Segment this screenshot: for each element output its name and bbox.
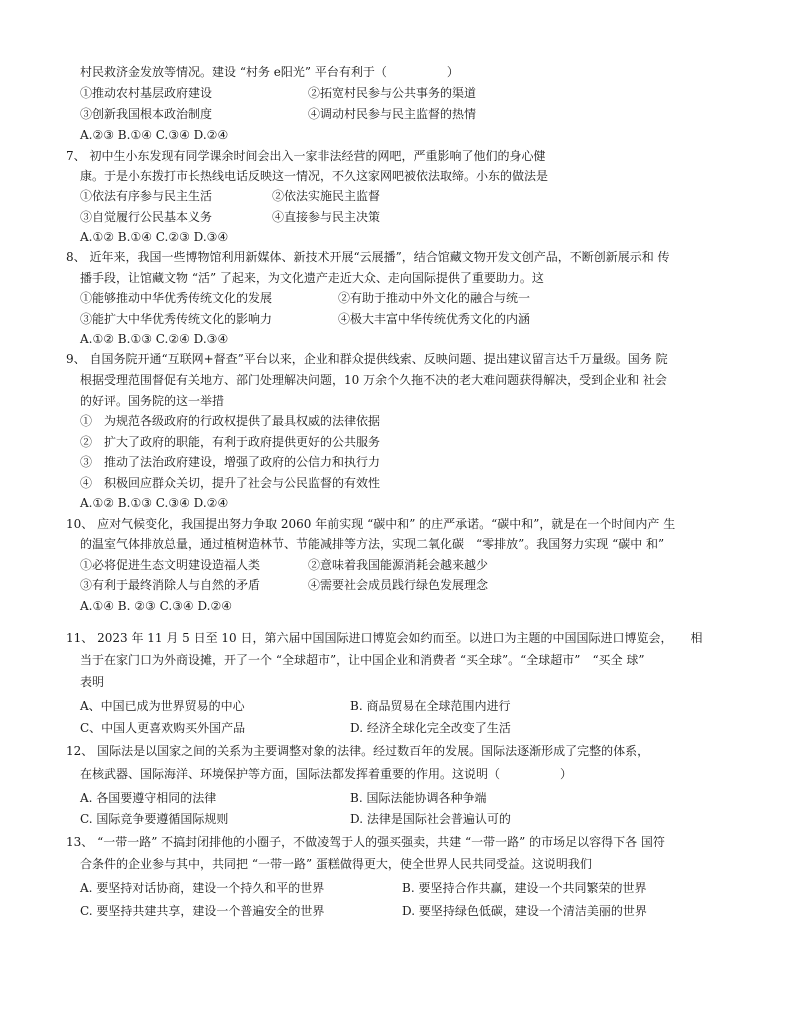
q7-option-4: ④直接参与民主决策 — [272, 210, 381, 224]
q10-option-4: ④需要社会成员践行绿色发展理念 — [308, 578, 489, 592]
q7-stem-line-2: 康。于是小东拨打市长热线电话反映这一情况，不久这家网吧被依法取缔。小东的做法是 — [80, 169, 549, 183]
q8-stem-line-2: 播手段，让馆藏文物 “活” 了起来，为文化遗产走近大众、走向国际提供了重要助力。这 — [80, 271, 544, 285]
q6-option-4: ④调动村民参与民主监督的热情 — [308, 107, 477, 121]
q8-option-1: ①能够推动中华优秀传统文化的发展 — [80, 291, 273, 305]
q13-stem-line-2: 合条件的企业参与其中，共同把 “一带一路” 蛋糕做得更大，使全世界人民共同受益。这说明我们 — [80, 857, 592, 871]
q10-option-2: ②意味着我国能源消耗会越来越少 — [308, 558, 489, 572]
q9-stem-line-3: 的好评。国务院的这一举措 — [80, 394, 225, 408]
q7-answer-choices: A.①② B.①④ C.②③ D.③④ — [80, 230, 229, 244]
q8-option-2: ②有助于推动中外文化的融合与统一 — [338, 291, 531, 305]
q11-option-d: D. 经济全球化完全改变了生活 — [350, 721, 511, 735]
q10-option-3: ③有利于最终消除人与自然的矛盾 — [80, 578, 261, 592]
q9-answer-choices: A.①② B.①③ C.③④ D.②④ — [80, 496, 229, 510]
q9-option-2: ② 扩大了政府的职能，有利于政府提供更好的公共服务 — [80, 435, 381, 449]
q8-option-4: ④极大丰富中华传统优秀文化的内涵 — [338, 312, 531, 326]
q10-option-1: ①必将促进生态文明建设造福人类 — [80, 558, 261, 572]
q11-option-a: A、中国已成为世界贸易的中心 — [80, 699, 245, 713]
q13-option-a: A. 要坚持对话协商，建设一个持久和平的世界 — [80, 881, 325, 895]
q6-stem-continuation: 村民救济金发放等情况。建设 “村务 e阳光” 平台有利于（ ） — [80, 65, 459, 79]
q6-answer-choices: A.②③ B.①④ C.③④ D.②④ — [80, 128, 229, 142]
q6-option-1: ①推动农村基层政府建设 — [80, 86, 213, 100]
q12-option-b: B. 国际法能协调各种争端 — [350, 791, 487, 805]
q12-option-d: D. 法律是国际社会普遍认可的 — [350, 812, 511, 826]
q7-option-1: ①依法有序参与民主生活 — [80, 189, 213, 203]
q9-stem-line-2: 根据受理范围督促有关地方、部门处理解决问题，10 万余个久拖不决的老大难问题获得解决，受到企业和 社会 — [80, 373, 667, 387]
q13-stem-line-1: 13、 “一带一路” 不搞封闭排他的小圈子，不做凌驾于人的强买强卖，共建 “一带一路” 的市场足以容得下各 国符 — [66, 835, 665, 849]
q13-option-b: B. 要坚持合作共赢，建设一个共同繁荣的世界 — [402, 881, 647, 895]
q11-stem-line-2: 当于在家门口为外商设摊，开了一个 “全球超市”，让中国企业和消费者 “买全球”。“全球超市” “买全 球” — [80, 653, 645, 667]
q6-option-2: ②拓宽村民参与公共事务的渠道 — [308, 86, 477, 100]
q8-answer-choices: A.①② B.①③ C.②④ D.③④ — [80, 332, 229, 346]
q11-stem-line-3: 表明 — [80, 675, 105, 689]
q12-option-c: C. 国际竞争要遵循国际规则 — [80, 812, 229, 826]
q7-option-2: ②依法实施民主监督 — [272, 189, 381, 203]
q12-stem-line-1: 12、 国际法是以国家之间的关系为主要调整对象的法律。经过数百年的发展。国际法逐渐形成了完整的体系， — [66, 744, 650, 758]
q10-stem-line-1: 10、 应对气候变化，我国提出努力争取 2060 年前实现 “碳中和” 的庄严承诺。“碳中和”，就是在一个时间内产 生 — [66, 517, 676, 531]
q8-option-3: ③能扩大中华优秀传统文化的影响力 — [80, 312, 273, 326]
q10-stem-line-2: 的温室气体排放总量，通过植树造林节、节能减排等方法，实现二氧化碳 “零排放”。我国努力实现 “碳中 和” — [80, 537, 665, 551]
q10-answer-choices: A.①④ B. ②③ C.③④ D.②④ — [80, 599, 233, 613]
q11-option-c: C、中国人更喜欢购买外国产品 — [80, 721, 246, 735]
q6-option-3: ③创新我国根本政治制度 — [80, 107, 213, 121]
q7-stem-line-1: 7、 初中生小东发现有同学课余时间会出入一家非法经营的网吧，严重影响了他们的身心健 — [66, 149, 546, 163]
q13-option-d: D. 要坚持绿色低碳，建设一个清洁美丽的世界 — [402, 904, 647, 918]
q9-option-3: ③ 推动了法治政府建设，增强了政府的公信力和执行力 — [80, 455, 381, 469]
q7-option-3: ③自觉履行公民基本义务 — [80, 210, 213, 224]
q11-option-b: B. 商品贸易在全球范围内进行 — [350, 699, 511, 713]
q9-option-1: ① 为规范各级政府的行政权提供了最具权威的法律依据 — [80, 414, 381, 428]
q9-option-4: ④ 积极回应群众关切，提升了社会与公民监督的有效性 — [80, 476, 381, 490]
q12-stem-line-2: 在核武器、国际海洋、环境保护等方面，国际法都发挥着重要的作用。这说明（ ） — [80, 767, 573, 781]
q9-stem-line-1: 9、 自国务院开通“互联网+督查”平台以来，企业和群众提供线索、反映问题、提出建议留言达千万量级。国务 院 — [66, 352, 668, 366]
q12-option-a: A. 各国要遵守相同的法律 — [80, 791, 217, 805]
q11-stem-line-1: 11、 2023 年 11 月 5 日至 10 日，第六届中国国际进口博览会如约而至。以进口为主题的中国国际进口博览会， 相 — [66, 631, 703, 645]
q13-option-c: C. 要坚持共建共享，建设一个普遍安全的世界 — [80, 904, 325, 918]
q8-stem-line-1: 8、 近年来，我国一些博物馆利用新媒体、新技术开展“云展播”，结合馆藏文物开发文创产品，不断创新展示和 传 — [66, 250, 670, 264]
